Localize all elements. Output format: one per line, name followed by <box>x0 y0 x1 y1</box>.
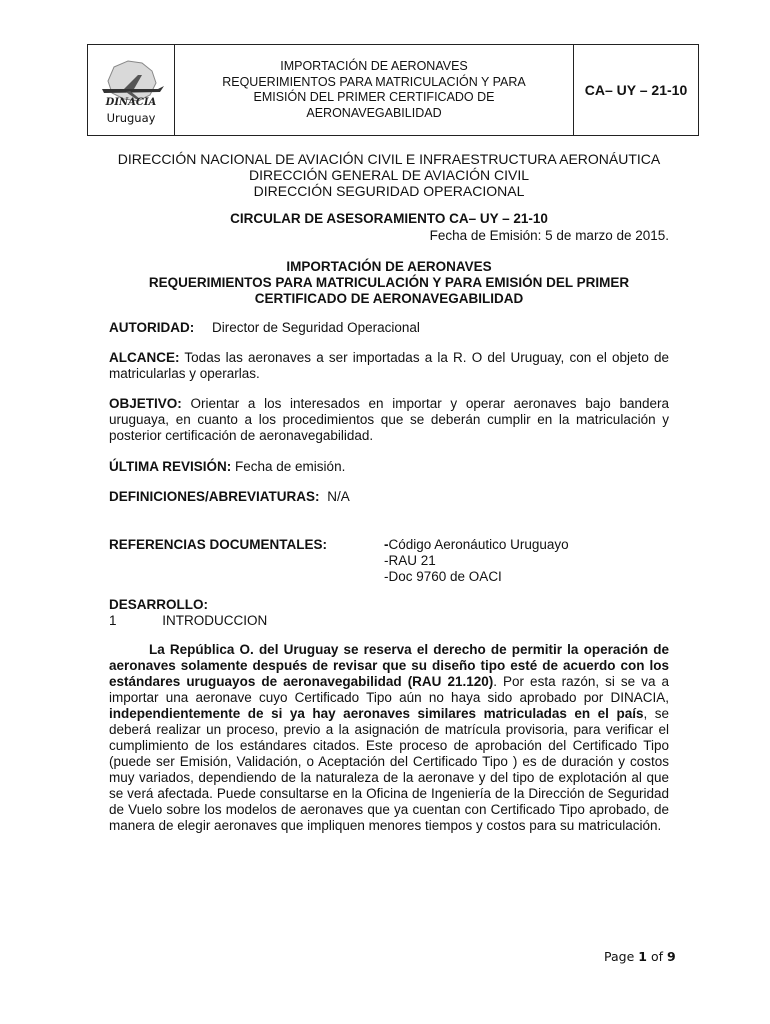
page-footer <box>604 949 676 964</box>
autoridad-value: Director de Seguridad Operacional <box>212 320 420 335</box>
definiciones-value: N/A <box>327 489 350 504</box>
header-title-line: AERONAVEGABILIDAD <box>306 105 442 120</box>
section-number: 1 <box>109 613 117 628</box>
reference-item: -RAU 21 <box>384 553 436 568</box>
reference-item: -Código Aeronáutico Uruguayo <box>384 537 569 552</box>
org-line: DIRECCIÓN GENERAL DE AVIACIÓN CIVIL <box>248 167 530 183</box>
logo-cell <box>88 45 175 136</box>
section-title: INTRODUCCION <box>162 613 268 628</box>
logo-country-label: Uruguay <box>106 111 156 125</box>
page-number: 1 <box>638 949 647 964</box>
reference-item: -Doc 9760 de OACI <box>384 569 502 584</box>
section-heading <box>109 613 669 629</box>
autoridad-section <box>109 320 669 336</box>
objetivo-value: Orientar a los interesados en importar y operar aeronaves bajo bandera uruguaya, en cuanto a los procedimientos que se deberán cumplir en la matriculación y posterior certificación de aeronavegabilidad. <box>109 396 669 443</box>
subject-line: CERTIFICADO DE AERONAVEGABILIDAD <box>254 291 524 306</box>
page-total: 9 <box>666 949 676 964</box>
subject-line: IMPORTACIÓN DE AERONAVES <box>286 259 492 274</box>
referencias-label: REFERENCIAS DOCUMENTALES: <box>109 537 328 552</box>
org-line: DIRECCIÓN NACIONAL DE AVIACIÓN CIVIL E INFRAESTRUCTURA AERONÁUTICA <box>117 151 661 167</box>
organization-block <box>109 151 669 199</box>
objetivo-section <box>109 396 669 444</box>
alcance-label: ALCANCE: <box>109 350 180 365</box>
header-title-line: REQUERIMIENTOS PARA MATRICULACIÓN Y PARA <box>222 74 526 89</box>
ultima-revision-value: Fecha de emisión. <box>235 459 346 474</box>
header-table <box>87 44 699 136</box>
dinacia-logo <box>94 59 168 109</box>
issue-date: Fecha de Emisión: 5 de marzo de 2015. <box>429 228 669 243</box>
alcance-value: Todas las aeronaves a ser importadas a la R. O del Uruguay, con el objeto de matricularlas y operarlas. <box>109 350 669 381</box>
definiciones-label: DEFINICIONES/ABREVIATURAS: <box>109 489 320 504</box>
referencias-list <box>384 537 569 585</box>
subject-line: REQUERIMIENTOS PARA MATRICULACIÓN Y PARA EMISIÓN DEL PRIMER <box>148 275 630 290</box>
header-title-line: IMPORTACIÓN DE AERONAVES <box>280 59 468 73</box>
svg-text:DINACIA: DINACIA <box>105 97 157 108</box>
objetivo-label: OBJETIVO: <box>109 396 182 411</box>
intro-bold-1: La República O. del Uruguay se reserva el derecho de permitir la operación de aeronaves solamente después de revisar que su diseño tipo esté de acuerdo con los estándares uruguayos de aeronavegabilidad (RAU 21.120) <box>109 642 669 689</box>
of-word: of <box>650 949 663 964</box>
page-word: Page <box>604 949 635 964</box>
subject-block <box>109 259 669 307</box>
circular-title: CIRCULAR DE ASESORAMIENTO CA– UY – 21-10 <box>230 211 548 226</box>
ultima-revision-label: ÚLTIMA REVISIÓN: <box>109 459 232 474</box>
intro-bold-2: independientemente de si ya hay aeronaves similares matriculadas en el país <box>109 706 644 721</box>
introduction-paragraph <box>109 642 669 834</box>
alcance-section <box>109 350 669 382</box>
org-line: DIRECCIÓN SEGURIDAD OPERACIONAL <box>253 183 525 199</box>
header-title-line: EMISIÓN DEL PRIMER CERTIFICADO DE <box>253 90 495 104</box>
header-title <box>175 45 574 136</box>
desarrollo-label: DESARROLLO: <box>109 597 208 612</box>
intro-text-1: . Por esta razón, si se va a importar una aeronave cuyo Certificado Tipo aún no haya sido aprobado por DINACIA, <box>109 674 669 705</box>
ultima-revision-section <box>109 459 669 475</box>
intro-text-2: , se deberá realizar un proceso, previo a la asignación de matrícula provisoria, para verificar el cumplimiento de los estándares citados. Este proceso de aprobación del Certificado Tipo (puede ser Emisión, Validación, o Aceptación del Certificado Tipo ) es de duración y costos muy variados, dependiendo de la naturaleza de la aeronave y del tipo de explotación al que se verá afectada. Puede consultarse en la Oficina de Ingeniería de la Dirección de Seguridad de Vuelo sobre los modelos de aeronaves que ya cuentan con Certificado Tipo aprobado, de manera de elegir aeronaves que impliquen menores tiempos y costos para su matriculación. <box>109 706 670 833</box>
autoridad-label: AUTORIDAD: <box>109 320 195 335</box>
definiciones-section <box>109 489 669 505</box>
document-code: CA– UY – 21-10 <box>574 45 699 136</box>
